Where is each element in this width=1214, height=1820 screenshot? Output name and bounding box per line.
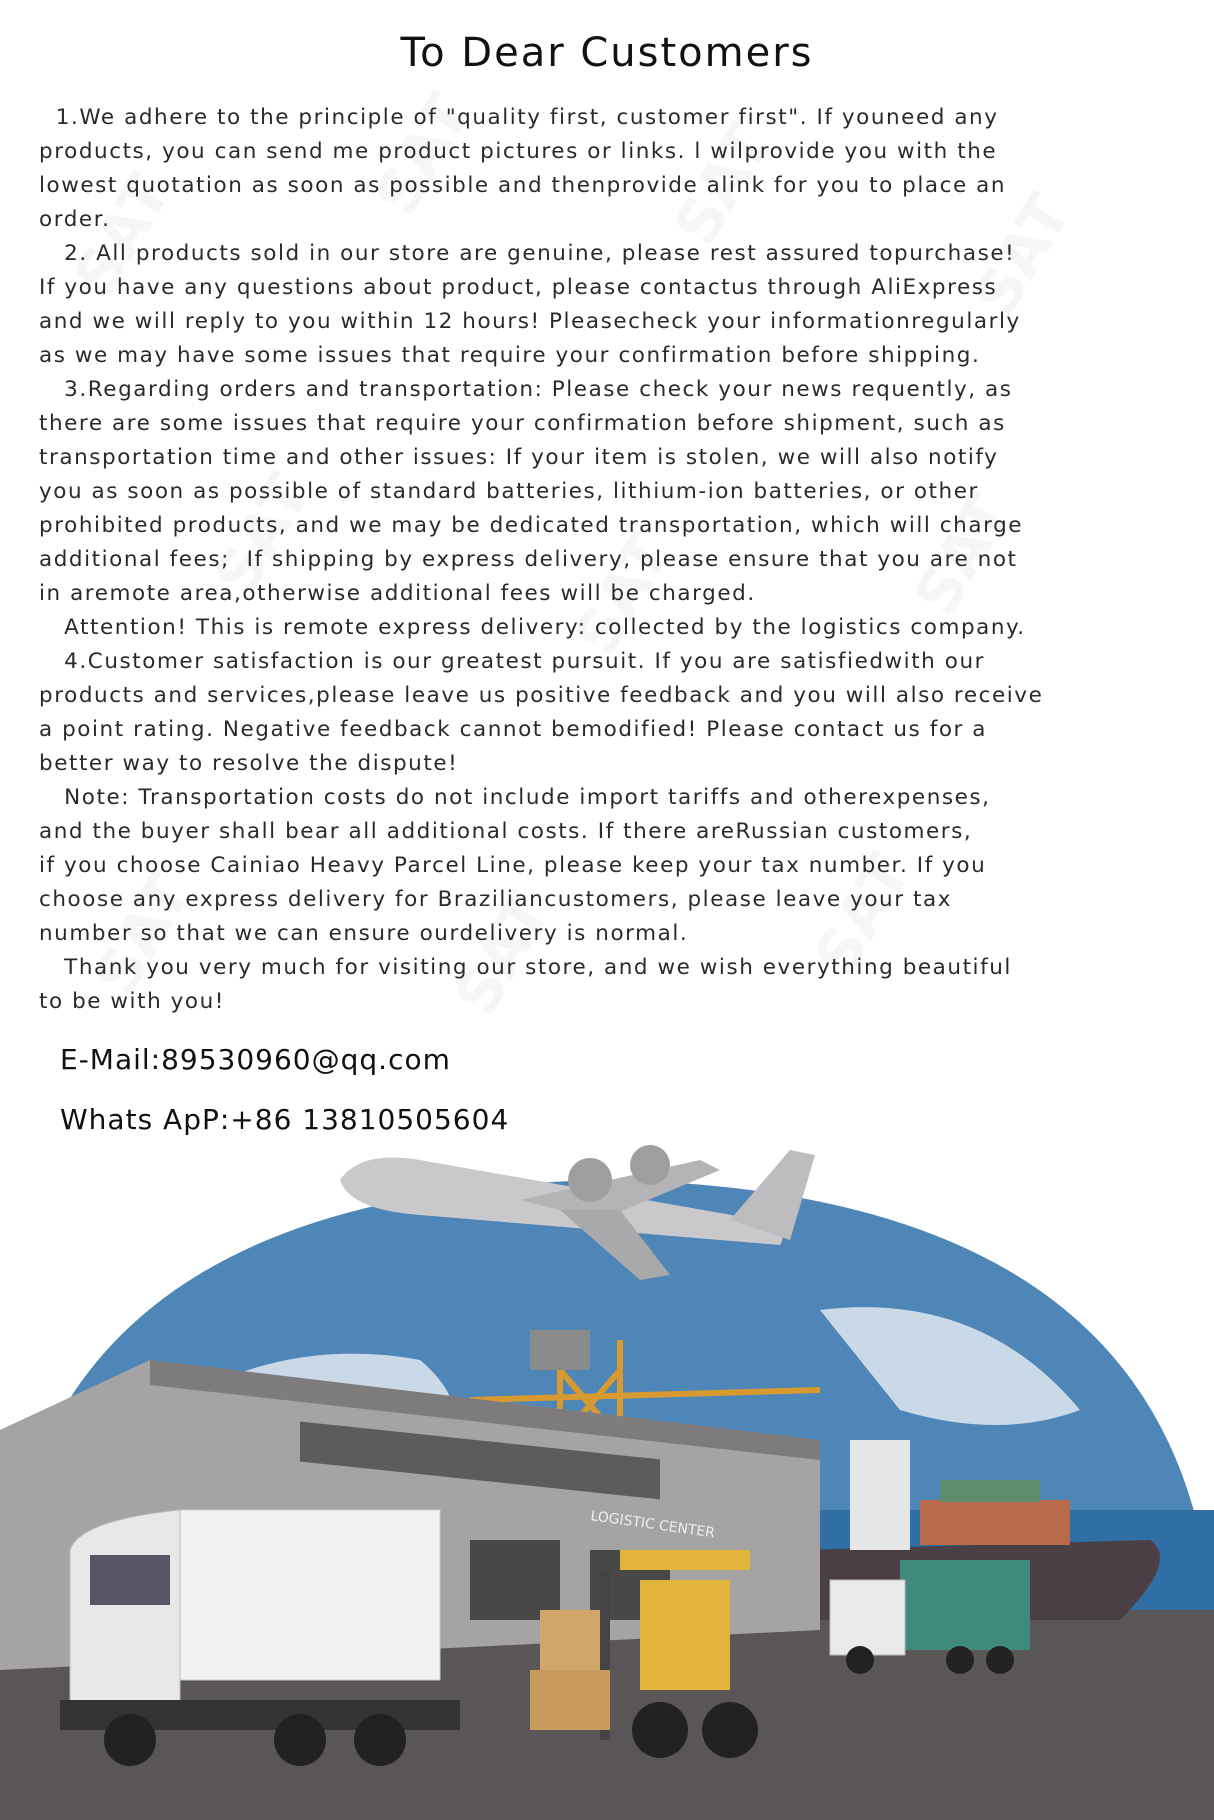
notice-line: choose any express delivery for Braziliancustomers, please leave your tax bbox=[39, 887, 952, 912]
warehouse-sign: LOGISTIC CENTER bbox=[589, 1508, 716, 1542]
notice-line: in aremote area,otherwise additional fees will be charged. bbox=[39, 581, 756, 606]
notice-line: to be with you! bbox=[39, 989, 225, 1014]
notice-line: Note: Transportation costs do not include import tariffs and otherexpenses, bbox=[39, 785, 991, 810]
notice-line: transportation time and other issues: If your item is stolen, we will also notify bbox=[39, 445, 999, 470]
notice-line: lowest quotation as soon as possible and thenprovide alink for you to place an bbox=[39, 173, 1007, 198]
notice-line: 3.Regarding orders and transportation: Please check your news requently, as bbox=[39, 377, 1013, 402]
notice-line: there are some issues that require your confirmation before shipment, such as bbox=[39, 411, 1006, 436]
notice-line: 4.Customer satisfaction is our greatest pursuit. If you are satisfiedwith our bbox=[39, 649, 986, 674]
page-title: To Dear Customers bbox=[400, 30, 814, 76]
truck bbox=[60, 1510, 460, 1766]
notice-line: If you have any questions about product, please contactus through AliExpress bbox=[39, 275, 998, 300]
notice-line: as we may have some issues that require your confirmation before shipping. bbox=[39, 343, 981, 368]
notice-line: order. bbox=[39, 207, 111, 232]
notice-line: you as soon as possible of standard batteries, lithium-ion batteries, or other bbox=[39, 479, 979, 504]
notice-line: products and services,please leave us positive feedback and you will also receive bbox=[39, 683, 1044, 708]
logistics-illustration bbox=[0, 1110, 1214, 1820]
notice-line: and the buyer shall bear all additional costs. If there areRussian customers, bbox=[39, 819, 973, 844]
notice-line: additional fees; If shipping by express delivery, please ensure that you are not bbox=[39, 547, 1018, 572]
notice-line: products, you can send me product pictures or links. l wilprovide you with the bbox=[39, 139, 998, 164]
notice-line: Thank you very much for visiting our store, and we wish everything beautiful bbox=[39, 955, 1012, 980]
notice-line: Attention! This is remote express delivery: collected by the logistics company. bbox=[39, 615, 1026, 640]
notice-line: a point rating. Negative feedback cannot bemodified! Please contact us for a bbox=[39, 717, 988, 742]
whatsapp-contact: Whats ApP:+86 13810505604 bbox=[60, 1103, 510, 1136]
notice-line: and we will reply to you within 12 hours! Pleasecheck your informationregularly bbox=[39, 309, 1021, 334]
notice-body bbox=[39, 101, 1209, 1019]
email-contact: E-Mail:89530960@qq.com bbox=[60, 1043, 451, 1076]
notice-line: 2. All products sold in our store are genuine, please rest assured topurchase! bbox=[39, 241, 1016, 266]
notice-line: if you choose Cainiao Heavy Parcel Line, please keep your tax number. If you bbox=[39, 853, 987, 878]
notice-line: prohibited products, and we may be dedicated transportation, which will charge bbox=[39, 513, 1024, 538]
notice-line: 1.We adhere to the principle of "quality first, customer first". If youneed any bbox=[39, 105, 999, 130]
notice-line: better way to resolve the dispute! bbox=[39, 751, 459, 776]
notice-line: number so that we can ensure ourdelivery is normal. bbox=[39, 921, 689, 946]
